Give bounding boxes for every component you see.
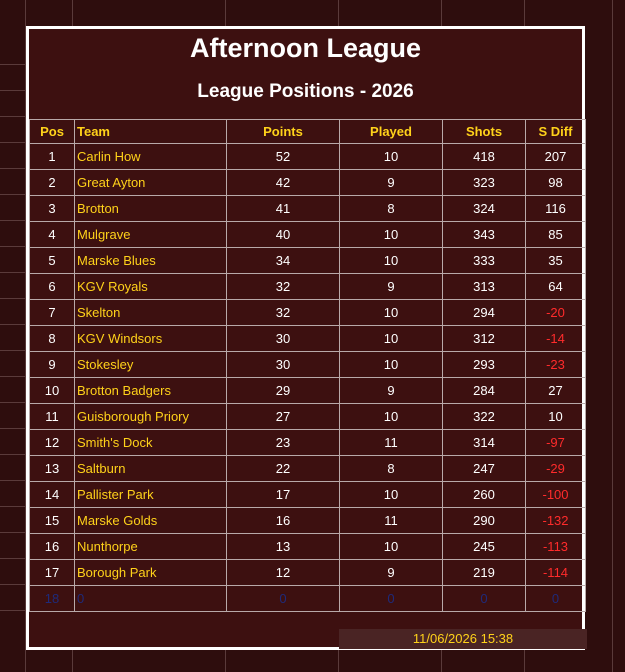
- table-row: [30, 300, 586, 326]
- cell-played: 10: [340, 326, 443, 352]
- cell-played: 10: [340, 222, 443, 248]
- column-header-shots: Shots: [443, 120, 526, 144]
- cell-sdiff: 35: [526, 248, 586, 274]
- cell-shots: 284: [443, 378, 526, 404]
- cell-pos: 18: [30, 586, 75, 612]
- cell-sdiff: -14: [526, 326, 586, 352]
- cell-sdiff: 85: [526, 222, 586, 248]
- cell-pos: 12: [30, 430, 75, 456]
- cell-team: Guisborough Priory: [75, 404, 227, 430]
- column-header-played: Played: [340, 120, 443, 144]
- cell-team: Smith's Dock: [75, 430, 227, 456]
- cell-pos: 4: [30, 222, 75, 248]
- cell-team: KGV Windsors: [75, 326, 227, 352]
- cell-pos: 13: [30, 456, 75, 482]
- cell-team: Pallister Park: [75, 482, 227, 508]
- cell-shots: 333: [443, 248, 526, 274]
- cell-sdiff: -113: [526, 534, 586, 560]
- cell-pos: 17: [30, 560, 75, 586]
- cell-points: 30: [227, 326, 340, 352]
- cell-sdiff: -114: [526, 560, 586, 586]
- column-header-points: Points: [227, 120, 340, 144]
- cell-team: Brotton Badgers: [75, 378, 227, 404]
- cell-played: 9: [340, 560, 443, 586]
- cell-sdiff: -97: [526, 430, 586, 456]
- last-updated-timestamp: 11/06/2026 15:38: [339, 629, 587, 649]
- cell-sdiff: 0: [526, 586, 586, 612]
- cell-points: 0: [227, 586, 340, 612]
- cell-points: 40: [227, 222, 340, 248]
- cell-pos: 9: [30, 352, 75, 378]
- cell-team: KGV Royals: [75, 274, 227, 300]
- table-row: [30, 326, 586, 352]
- cell-played: 10: [340, 482, 443, 508]
- league-panel: [26, 26, 585, 650]
- cell-played: 8: [340, 456, 443, 482]
- cell-shots: 294: [443, 300, 526, 326]
- cell-pos: 15: [30, 508, 75, 534]
- table-row: [30, 560, 586, 586]
- standings-body: [30, 144, 586, 612]
- cell-pos: 16: [30, 534, 75, 560]
- cell-pos: 3: [30, 196, 75, 222]
- table-row: [30, 430, 586, 456]
- column-header-sdiff: S Diff: [526, 120, 586, 144]
- cell-team: Brotton: [75, 196, 227, 222]
- cell-points: 41: [227, 196, 340, 222]
- cell-team: Marske Blues: [75, 248, 227, 274]
- cell-sdiff: -100: [526, 482, 586, 508]
- cell-sdiff: 64: [526, 274, 586, 300]
- cell-played: 11: [340, 430, 443, 456]
- cell-sdiff: -20: [526, 300, 586, 326]
- cell-shots: 0: [443, 586, 526, 612]
- league-subtitle: League Positions - 2026: [197, 81, 414, 102]
- cell-shots: 245: [443, 534, 526, 560]
- cell-shots: 322: [443, 404, 526, 430]
- cell-shots: 313: [443, 274, 526, 300]
- table-row: [30, 222, 586, 248]
- cell-pos: 8: [30, 326, 75, 352]
- cell-pos: 1: [30, 144, 75, 170]
- cell-pos: 2: [30, 170, 75, 196]
- cell-played: 10: [340, 300, 443, 326]
- cell-played: 9: [340, 274, 443, 300]
- cell-played: 11: [340, 508, 443, 534]
- cell-sdiff: -23: [526, 352, 586, 378]
- cell-team: Mulgrave: [75, 222, 227, 248]
- table-row: [30, 378, 586, 404]
- cell-team: Marske Golds: [75, 508, 227, 534]
- cell-team: Borough Park: [75, 560, 227, 586]
- cell-team: Carlin How: [75, 144, 227, 170]
- table-row: [30, 482, 586, 508]
- cell-played: 8: [340, 196, 443, 222]
- table-row: [30, 586, 586, 612]
- cell-points: 22: [227, 456, 340, 482]
- header-row: [30, 120, 586, 144]
- cell-points: 42: [227, 170, 340, 196]
- cell-shots: 290: [443, 508, 526, 534]
- cell-played: 10: [340, 144, 443, 170]
- cell-played: 0: [340, 586, 443, 612]
- cell-pos: 11: [30, 404, 75, 430]
- cell-shots: 260: [443, 482, 526, 508]
- table-row: [30, 196, 586, 222]
- cell-sdiff: 27: [526, 378, 586, 404]
- table-row: [30, 352, 586, 378]
- table-row: [30, 404, 586, 430]
- cell-points: 30: [227, 352, 340, 378]
- cell-pos: 10: [30, 378, 75, 404]
- cell-points: 23: [227, 430, 340, 456]
- table-row: [30, 170, 586, 196]
- cell-pos: 14: [30, 482, 75, 508]
- cell-team: Stokesley: [75, 352, 227, 378]
- cell-team: Skelton: [75, 300, 227, 326]
- cell-points: 16: [227, 508, 340, 534]
- cell-sdiff: 10: [526, 404, 586, 430]
- cell-pos: 7: [30, 300, 75, 326]
- cell-played: 10: [340, 534, 443, 560]
- table-row: [30, 274, 586, 300]
- cell-shots: 323: [443, 170, 526, 196]
- table-row: [30, 248, 586, 274]
- cell-team: Saltburn: [75, 456, 227, 482]
- league-title: Afternoon League: [189, 33, 421, 63]
- cell-points: 29: [227, 378, 340, 404]
- cell-points: 32: [227, 300, 340, 326]
- table-row: [30, 534, 586, 560]
- cell-team: Great Ayton: [75, 170, 227, 196]
- table-row: [30, 144, 586, 170]
- cell-played: 10: [340, 352, 443, 378]
- cell-shots: 293: [443, 352, 526, 378]
- cell-played: 10: [340, 404, 443, 430]
- cell-points: 32: [227, 274, 340, 300]
- cell-shots: 314: [443, 430, 526, 456]
- table-row: [30, 508, 586, 534]
- cell-points: 27: [227, 404, 340, 430]
- column-header-team: Team: [75, 120, 227, 144]
- cell-sdiff: -132: [526, 508, 586, 534]
- cell-sdiff: -29: [526, 456, 586, 482]
- cell-shots: 343: [443, 222, 526, 248]
- cell-played: 9: [340, 378, 443, 404]
- cell-points: 52: [227, 144, 340, 170]
- cell-points: 17: [227, 482, 340, 508]
- cell-shots: 418: [443, 144, 526, 170]
- cell-points: 13: [227, 534, 340, 560]
- cell-shots: 247: [443, 456, 526, 482]
- cell-played: 9: [340, 170, 443, 196]
- cell-team: Nunthorpe: [75, 534, 227, 560]
- standings-table: [29, 119, 586, 612]
- column-header-pos: Pos: [30, 120, 75, 144]
- cell-sdiff: 207: [526, 144, 586, 170]
- cell-pos: 5: [30, 248, 75, 274]
- cell-points: 12: [227, 560, 340, 586]
- cell-sdiff: 116: [526, 196, 586, 222]
- cell-pos: 6: [30, 274, 75, 300]
- cell-shots: 312: [443, 326, 526, 352]
- cell-shots: 219: [443, 560, 526, 586]
- table-row: [30, 456, 586, 482]
- cell-points: 34: [227, 248, 340, 274]
- cell-played: 10: [340, 248, 443, 274]
- cell-shots: 324: [443, 196, 526, 222]
- cell-team: 0: [75, 586, 227, 612]
- cell-sdiff: 98: [526, 170, 586, 196]
